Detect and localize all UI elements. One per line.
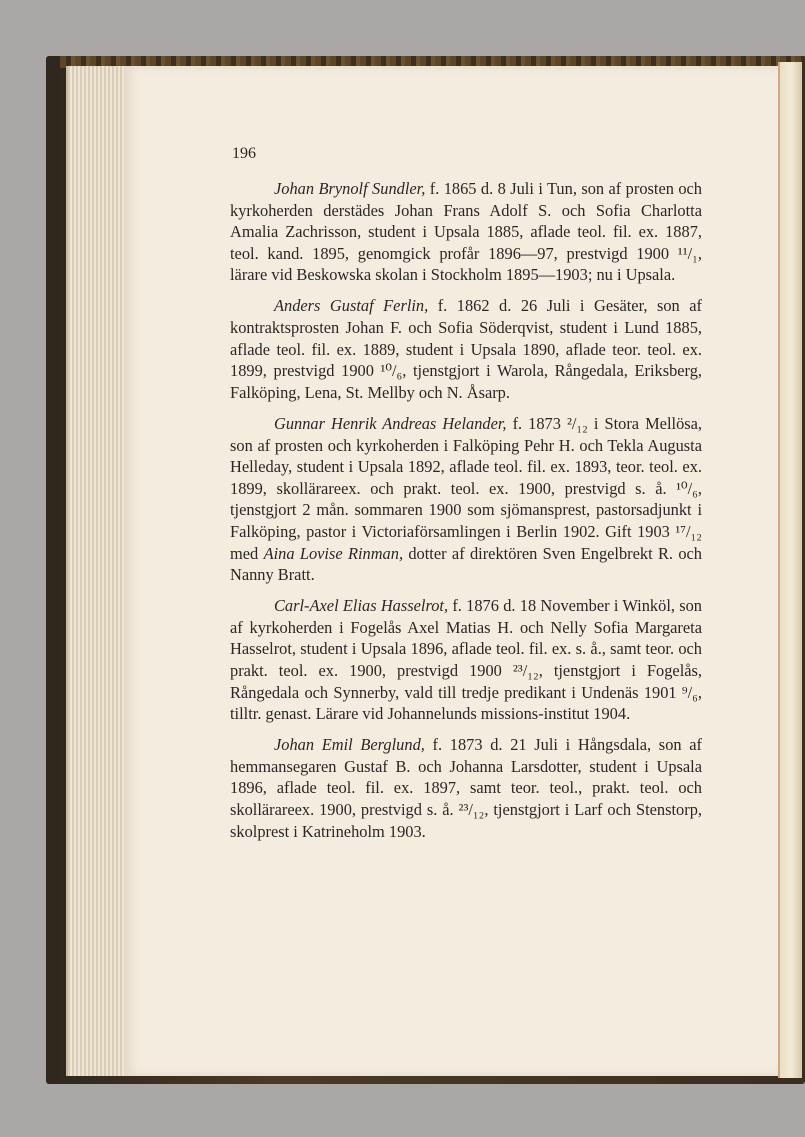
entry-text-after: dotter af direktören Sven Engelbrekt R. och Nanny Bratt. (230, 543, 702, 585)
entry-ferlin (230, 295, 702, 403)
entry-hasselrot (230, 595, 702, 725)
entry-text: f. 1873 ²/₁₂ i Stora Mellösa, son af prosten och kyrkoherden i Falköping Pehr H. och Tekla Augusta Helleday, student i Upsala 1892, aflade teol. fil. ex. 1893, teor. teol. ex. 1899, skollärareex. och prakt. teol. ex. 1900, prestvigd s. å. ¹⁰/₆, tjenstgjort 2 mån. sommaren 1900 som sjömansprest, pastorsadjunkt i Falköping, pastor i Victoriaförsamlingen i Berlin 1902. Gift 1903 ¹⁷/₁₂ med (230, 413, 703, 563)
entry-berglund (230, 734, 702, 842)
entry-text: f. 1876 d. 18 November i Winköl, son af kyrkoherden i Fogelås Axel Matias H. och Nelly Sofia Margareta Hasselrot, student i Upsala 1896, aflade teol. fil. ex. s. å., samt teor. och prakt. teol. ex. 1900, prestvigd 1900 ²³/₁₂, tjenstgjort i Fogelås, Rångedala och Synnerby, vald till tredje predikant i Undenäs 1901 ⁹/₆, tilltr. genast. Lärare vid Johannelunds missions-institut 1904. (230, 596, 702, 724)
entry-text: f. 1862 d. 26 Juli i Gesäter, son af kontraktsprosten Johan F. och Sofia Söderqvist, student i Lund 1885, aflade teol. fil. ex. 1889, student i Upsala 1890, aflade teor. teol. ex. 1899, prestvigd 1900 ¹⁰/₆, tjenstgjort i Warola, Rångedala, Eriksberg, Falköping, Lena, St. Mellby och N. Åsarp. (230, 296, 702, 402)
entry-name: Carl-Axel Elias Hasselrot, (274, 596, 449, 616)
page-number: 196 (232, 145, 256, 162)
entry-sundler (230, 178, 702, 286)
entry-name: Johan Emil Berglund, (274, 735, 425, 755)
entry-text: f. 1865 d. 8 Juli i Tun, son af prosten och kyrkoherden derstädes Johan Frans Adolf S. och Sofia Charlotta Amalia Zachrisson, student i Upsala 1885, aflade teol. fil. ex. 1887, teol. kand. 1895, genomgick profår 1896—97, prestvigd 1900 ¹¹/₁, lärare vid Beskowska skolan i Stockholm 1895—1903; nu i Upsala. (230, 179, 703, 285)
page-edges-right (778, 62, 802, 1078)
page-text (230, 178, 702, 842)
entry-name: Gunnar Henrik Andreas Helander, (274, 413, 507, 433)
entry-name: Anders Gustaf Ferlin, (274, 296, 429, 316)
entry-text: f. 1873 d. 21 Juli i Hångsdala, son af hemmansegaren Gustaf B. och Johanna Larsdotter, student i Upsala 1896, aflade teol. fil. ex. 1897, samt teor. teol., prakt. teol. och skollärareex. 1900, prestvigd s. å. ²³/₁₂, tjenstgjort i Larf och Stenstorp, skolprest i Katrineholm 1903. (230, 735, 702, 841)
entry-spouse: Aina Lovise Rinman, (263, 543, 404, 563)
page-edges-left (66, 66, 128, 1076)
entry-helander (230, 413, 702, 586)
entry-name: Johan Brynolf Sundler, (274, 179, 426, 198)
